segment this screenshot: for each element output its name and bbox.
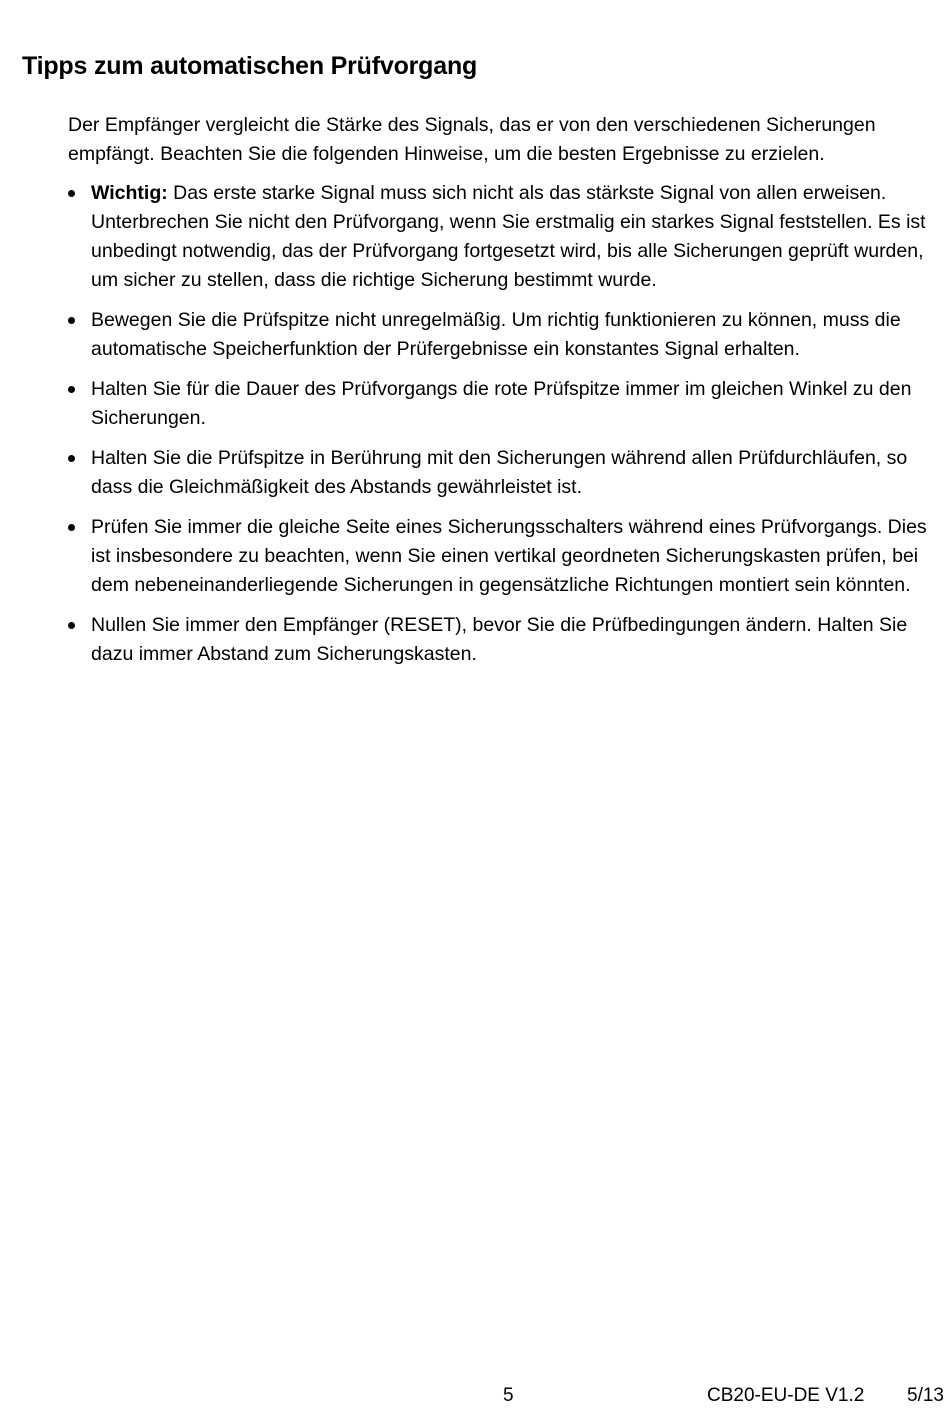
- footer-page-number: 5: [503, 1385, 514, 1406]
- bullet-icon: [68, 524, 75, 531]
- tip-text: Nullen Sie immer den Empfänger (RESET), bevor Sie die Prüfbedingungen ändern. Halten Sie dazu immer Abstand zum Sicherungskasten.: [91, 614, 908, 665]
- list-item: [68, 306, 950, 364]
- tip-text: Das erste starke Signal muss sich nicht als das stärkste Signal von allen erweisen. Unterbrechen Sie nicht den Prüfvorgang, wenn Sie erstmalig ein starkes Signal feststellen. Es ist unbedingt notwendig, das der Prüfvorgang fortgesetzt wird, bis alle Sicherungen geprüft wurden, um sicher zu stellen, dass die richtige Sicherung bestimmt wurde.: [91, 182, 926, 291]
- list-item: [68, 179, 950, 295]
- tip-text: Halten Sie für die Dauer des Prüfvorgangs die rote Prüfspitze immer im gleichen Winkel zu den Sicherungen.: [91, 378, 912, 429]
- tip-text: Halten Sie die Prüfspitze in Berührung mit den Sicherungen während allen Prüfdurchläufen, so dass die Gleichmäßigkeit des Abstands gewährleistet ist.: [91, 447, 908, 498]
- bullet-icon: [68, 622, 75, 629]
- bullet-icon: [68, 386, 75, 393]
- page-title: Tipps zum automatischen Prüfvorgang: [22, 52, 478, 80]
- bullet-icon: [68, 190, 75, 197]
- list-item: [68, 513, 950, 600]
- bullet-icon: [68, 455, 75, 462]
- tip-text: Prüfen Sie immer die gleiche Seite eines Sicherungsschalters während eines Prüfvorgangs. Dies ist insbesondere zu beachten, wenn Sie einen vertikal geordneten Sicherungskasten prüfen, bei dem nebeneinanderliegende Sicherungen in gegensätzliche Richtungen montiert sein könnten.: [91, 516, 927, 596]
- tip-text: Bewegen Sie die Prüfspitze nicht unregelmäßig. Um richtig funktionieren zu können, muss die automatische Speicherfunktion der Prüfergebnisse ein konstantes Signal erhalten.: [91, 309, 901, 360]
- list-item: [68, 444, 950, 502]
- footer-document-id: CB20-EU-DE V1.2: [707, 1385, 865, 1406]
- list-item: [68, 375, 950, 433]
- tip-lead: Wichtig:: [91, 182, 168, 204]
- intro-paragraph: Der Empfänger vergleicht die Stärke des Signals, das er von den verschiedenen Sicherungen empfängt. Beachten Sie die folgenden Hinweise, um die besten Ergebnisse zu erzielen.: [68, 114, 876, 165]
- bullet-icon: [68, 317, 75, 324]
- list-item: [68, 611, 950, 669]
- footer-page-count: 5/13: [907, 1385, 944, 1406]
- tips-list: [68, 179, 950, 680]
